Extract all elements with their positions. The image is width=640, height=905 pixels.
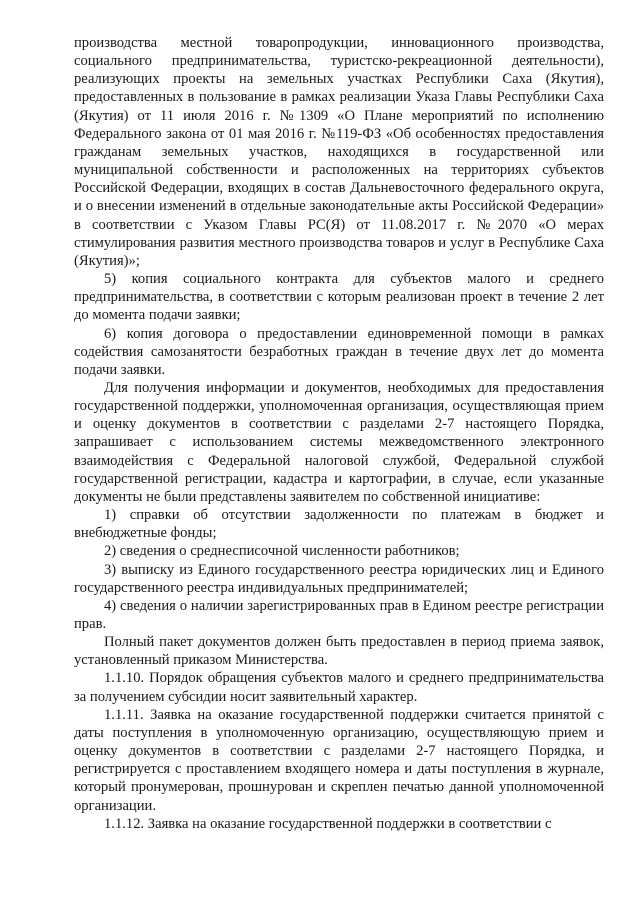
list-item-6: 6) копия договора о предоставлении единовременной помощи в рамках содействия самозанятости безработных граждан в течение двух лет до момента подачи заявки. [74, 325, 604, 378]
clause-1-1-12: 1.1.12. Заявка на оказание государственной поддержки в соответствии с [104, 815, 552, 832]
clause-1-1-10: 1.1.10. Порядок обращения субъектов малого и среднего предпринимательства за получением субсидии носит заявительный характер. [74, 670, 604, 705]
request-item-1: 1) справки об отсутствии задолженности по платежам в бюджет и внебюджетные фонды; [74, 507, 604, 542]
request-item-2: 2) сведения о среднесписочной численности работников; [104, 543, 460, 560]
paragraph-full-package: Полный пакет документов должен быть предоставлен в период приема заявок, установленный приказом Министерства. [74, 634, 604, 669]
paragraph-continuation: производства местной товаропродукции, инновационного производства, социального предпринимательства, туристско-рекреационной деятельности), реализующих проекты на земельных участках Республики Саха (Якутия), предоставленных в пользование в рамках реализации Указа Главы Республики Саха (Якутия) от 11 июля 2016 г. №1309 «О Плане мероприятий по исполнению Федерального закона от 01 мая 2016 г. №119-ФЗ «Об особенностях предоставления гражданам земельных участков, находящихся в государственной или муниципальной собственности и расположенных на территориях субъектов Российской Федерации, входящих в состав Дальневосточного федерального округа, и о внесении изменений в отдельные законодательные акты Российской Федерации» в соответствии с Указом Главы РС(Я) от 11.08.2017 г. №2070 «О мерах стимулирования развития местного производства товаров и услуг в Республике Саха (Якутия)»; [74, 35, 604, 269]
list-item-5: 5) копия социального контракта для субъектов малого и среднего предпринимательства, в соответствии с которым реализован проект в течение 2 лет до момента подачи заявки; [74, 271, 604, 324]
document-page [74, 34, 604, 833]
clause-1-1-11: 1.1.11. Заявка на оказание государственной поддержки считается принятой с даты поступления в уполномоченную организацию, осуществляющую прием и оценку документов в соответствии с разделами 2-7 настоящего Порядка, и регистрируется с проставлением входящего номера и даты поступления в журнале, который пронумерован, прошнурован и скреплен печатью данной уполномоченной организации. [74, 706, 604, 814]
request-item-4: 4) сведения о наличии зарегистрированных прав в Едином реестре регистрации прав. [74, 597, 604, 632]
paragraph-interagency: Для получения информации и документов, необходимых для предоставления государственной поддержки, уполномоченная организация, осуществляющая прием и оценку документов в соответствии с разделами 2-7 настоящего Порядка, запрашивает с использованием системы межведомственного электронного взаимодействия с Федеральной налоговой службой, Федеральной службой государственной регистрации, кадастра и картографии, в случае, если указанные документы не были представлены заявителем по собственной инициативе: [74, 379, 604, 505]
request-item-3: 3) выписку из Единого государственного реестра юридических лиц и Единого государственного реестра индивидуальных предпринимателей; [74, 561, 604, 596]
